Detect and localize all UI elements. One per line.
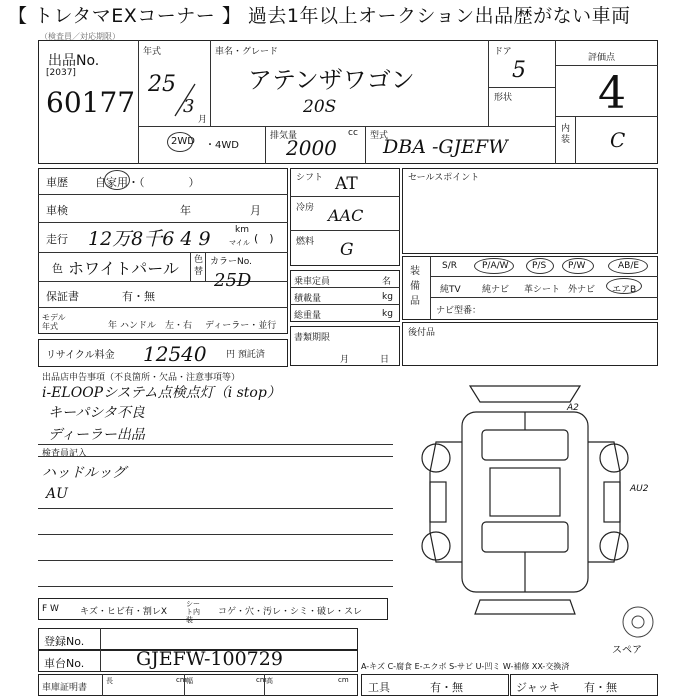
color-value: ホワイトパール (68, 259, 179, 278)
fuel-value: G (340, 240, 354, 260)
cert-height-unit: cm (338, 676, 349, 684)
equip-leather: 革シート (524, 285, 561, 295)
inspection-label: 車検 (46, 204, 68, 217)
equip-tv: 純TV (440, 285, 461, 295)
equip-ext-navi: 外ナビ (568, 285, 596, 295)
year-label: 年式 (143, 47, 162, 57)
seller-note-3: ディーラー出品 (48, 427, 145, 443)
displacement-unit: cc (348, 128, 358, 138)
equip-ps-circle (526, 258, 554, 274)
reg-deadline-label: 書類期限 (294, 333, 331, 343)
defects-items: キズ・ヒビ有・割レX (80, 607, 167, 617)
car-grade: 20S (303, 97, 337, 117)
equip-abe: AB/E (618, 261, 640, 271)
model-year-year: 年 (108, 321, 118, 331)
equip-navi: 純ナビ (482, 285, 510, 295)
seller-note-2: キーパシタ不良 (48, 405, 145, 421)
drive-2wd: 2WD (171, 136, 195, 147)
recycle-unit: 円 預託済 (226, 350, 265, 360)
seller-notes-label: 出品店申告事項（不良箇所・欠品・注意事項等） (42, 373, 241, 383)
mileage-mile: マイル (229, 239, 250, 247)
tools-value: 有・無 (430, 681, 463, 694)
post-install-block (402, 322, 658, 366)
doors-label: ドア (494, 47, 512, 57)
navi-model-label: ナビ型番： (436, 306, 482, 316)
inspector-notes-label: 検査員記入 (42, 449, 88, 459)
equip-pw: P/W (568, 261, 586, 271)
ac-value: AAC (328, 206, 364, 225)
inspection-month: 月 (250, 204, 261, 217)
drive-4wd: ・4WD (205, 140, 239, 151)
seller-note-1: i-ELOOPシステム点検点灯（i stop） (42, 385, 281, 401)
displacement-label: 排気量 (270, 131, 298, 141)
a2-label: A2 (567, 403, 579, 413)
capacity-unit: 名 (382, 277, 392, 287)
vehicle-info-block (38, 168, 288, 334)
lot-number: 60177 (46, 86, 136, 119)
cert-length: 長 (106, 677, 113, 685)
equip-pw-circle (562, 258, 594, 274)
cert-length-unit: cm (176, 676, 187, 684)
post-install-label: 後付品 (408, 328, 436, 338)
displacement-value: 2000 (286, 136, 337, 160)
model-type-label: 型式 (370, 131, 389, 141)
score-label: 評価点 (588, 53, 616, 63)
car-damage-diagram (400, 372, 650, 622)
shape-label: 形状 (494, 93, 513, 103)
warranty-value: 有・無 (122, 290, 155, 303)
history-value: 自家用・（ ） (95, 176, 200, 189)
color-label: 色 (52, 262, 63, 275)
load-label: 積載量 (294, 294, 322, 304)
au2-label: AU2 (630, 484, 649, 494)
car-label: 車名・グレード (215, 47, 279, 57)
fuel-label: 燃料 (296, 237, 315, 247)
defects-seat: シート内装 (186, 600, 200, 624)
chassis-value: GJEFW-100729 (136, 648, 283, 670)
cert-label: 車庫証明書 (42, 683, 88, 693)
year-slash (165, 80, 205, 120)
month-suffix: 月 (198, 115, 208, 125)
equip-airbag-circle (606, 278, 642, 294)
equip-paw-circle (474, 258, 514, 274)
damage-legend: A-キズ C-腐食 E-エクボ S-サビ U-凹ミ W-補修 XX-交換済 (361, 662, 570, 671)
history-circle (104, 170, 130, 190)
equip-abe-circle (608, 258, 648, 274)
dealer-option: ディーラー・並行 (205, 321, 277, 331)
cert-width: 幅 (186, 677, 193, 685)
spare-label: スペア (612, 645, 642, 656)
equip-sr: S/R (442, 261, 457, 271)
interior-value: C (610, 128, 626, 152)
spare-tire-icon (618, 602, 658, 642)
defects-fw: F W (42, 604, 59, 614)
capacity-label: 乗車定員 (294, 277, 331, 287)
equip-paw: P/A/W (482, 261, 509, 271)
year-value: 25 (148, 72, 176, 97)
car-name: アテンザワゴン (248, 66, 415, 94)
recycle-value: 12540 (143, 342, 207, 366)
inspector-header: （検査員／対応期限） (40, 32, 120, 41)
equip-airbag: エアB (612, 285, 637, 295)
lot-small: [2037] (46, 68, 76, 78)
shift-label: シフト (296, 173, 324, 183)
weight-unit: kg (382, 309, 393, 319)
chassis-label: 車台No. (44, 657, 85, 670)
registration-label: 登録No. (44, 635, 85, 648)
color-no-label: カラーNo. (210, 257, 252, 267)
mileage-km: km (235, 225, 249, 235)
sales-point-label: セールスポイント (408, 173, 480, 183)
model-type-value: DBA -GJEFW (383, 136, 508, 158)
tools-label: 工具 (368, 681, 390, 694)
month-value: 3 (183, 96, 195, 117)
cert-height: 高 (266, 677, 273, 685)
inspector-note-1: ハッドルッグ (42, 465, 126, 481)
jack-label: ジャッキ (516, 681, 560, 694)
interior-label: 内装 (561, 124, 571, 145)
inspector-note-2: AU (46, 486, 68, 502)
auction-banner: 【 トレタマEXコーナー 】 過去1年以上オークション出品歴がない車両 (8, 5, 631, 27)
inspection-year: 年 (180, 204, 191, 217)
reg-deadline-month: 月 (340, 355, 350, 365)
load-unit: kg (382, 292, 393, 302)
equipment-label: 装備品 (410, 266, 420, 307)
recycle-label: リサイクル料金 (46, 350, 115, 361)
registration-row (38, 628, 358, 650)
mileage-paren: ( ) (254, 232, 274, 245)
color-no-value: 25D (214, 270, 252, 291)
mileage-label: 走行 (46, 233, 68, 246)
mileage-value: 12万8千6 4 9 (88, 228, 211, 250)
ac-label: 冷房 (296, 203, 315, 213)
weight-label: 総重量 (294, 311, 322, 321)
lot-label: 出品No. (48, 53, 100, 69)
cert-width-unit: cm (256, 676, 267, 684)
history-label: 車歴 (46, 176, 68, 189)
score-value: 4 (598, 68, 626, 119)
equip-ps: P/S (532, 261, 547, 271)
shift-value: AT (335, 174, 358, 194)
jack-value: 有・無 (584, 681, 617, 694)
reg-deadline-day: 日 (380, 355, 390, 365)
color-change-label: 色替 (194, 255, 204, 277)
defects-list: コゲ・穴・汚レ・シミ・破レ・スレ (218, 607, 363, 617)
doors-value: 5 (512, 58, 526, 83)
model-year-label: モデル年式 (42, 313, 66, 331)
warranty-label: 保証書 (46, 290, 79, 303)
handle-option: ハンドル 左・右 (120, 321, 193, 331)
